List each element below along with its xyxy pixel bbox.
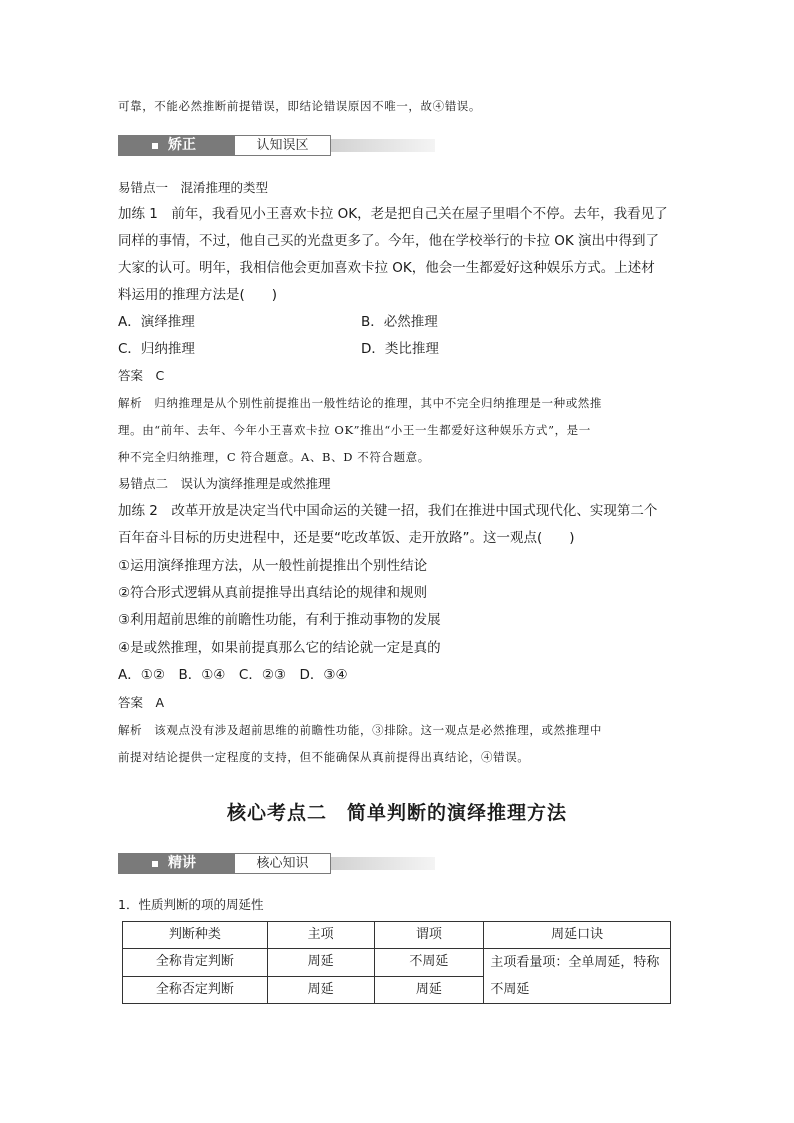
square-bullet-icon — [152, 861, 158, 867]
answer-1: 答案 C — [118, 368, 165, 383]
banner-tag: 精讲 — [118, 853, 234, 874]
table-header-cell: 判断种类 — [123, 922, 268, 949]
option-c: C．归纳推理 — [118, 341, 195, 357]
analysis-2-line-2: 前提对结论提供一定程度的支持，但不能确保从真前提得出真结论，④错误。 — [118, 750, 530, 764]
exercise-1-line-1: 加练 1 前年，我看见小王喜欢卡拉 OK，老是把自己关在屋子里唱个不停。去年，我看见了 — [118, 206, 668, 222]
error-point-2-title: 易错点二 误认为演绎推理是或然推理 — [118, 476, 331, 491]
table-cell: 全称否定判断 — [123, 976, 268, 1004]
mnemonic-cell: 主项看量项：全单周延，特称不周延 — [484, 949, 671, 1004]
exercise-2-line-2: 百年奋斗目标的历史进程中，还是要“吃改革饭、走开放路”。这一观点( ) — [118, 530, 575, 546]
statement-1: ①运用演绎推理方法，从一般性前提推出个别性结论 — [118, 558, 428, 574]
banner-fade-bar — [331, 139, 435, 152]
exercise-1-line-4: 料运用的推理方法是( ) — [118, 287, 278, 303]
continuation-text: 可靠，不能必然推断前提错误，即结论错误原因不唯一，故④错误。 — [118, 99, 481, 113]
table-header-row — [123, 922, 671, 949]
exercise-1-line-2: 同样的事情，不过，他自己买的光盘更多了。今年，他在学校举行的卡拉 OK 演出中得到了 — [118, 233, 660, 249]
exercise-1-line-3: 大家的认可。明年，我相信他会更加喜欢卡拉 OK，他会一生都爱好这种娱乐方式。上述材 — [118, 260, 655, 276]
table-cell: 不周延 — [374, 949, 484, 977]
option-a: A．演绎推理 — [118, 314, 195, 330]
table-cell: 周延 — [374, 976, 484, 1004]
table-header-cell: 周延口诀 — [484, 922, 671, 949]
table-header-cell: 谓项 — [374, 922, 484, 949]
section-heading: 核心考点二 简单判断的演绎推理方法 — [226, 802, 567, 824]
analysis-1-line-3: 种不完全归纳推理，C 符合题意。A、B、D 不符合题意。 — [118, 450, 430, 464]
statement-3: ③利用超前思维的前瞻性功能，有利于推动事物的发展 — [118, 612, 441, 628]
exercise-2-line-1: 加练 2 改革开放是决定当代中国命运的关键一招，我们在推进中国式现代化、实现第二个 — [118, 503, 658, 519]
analysis-1-line-1: 解析 归纳推理是从个别性前提推出一般性结论的推理，其中不完全归纳推理是一种或然推 — [118, 396, 602, 410]
options-line-2: A．①② B．①④ C．②③ D．③④ — [118, 667, 348, 683]
table-row — [123, 949, 671, 977]
table-header-cell: 主项 — [267, 922, 374, 949]
analysis-2-line-1: 解析 该观点没有涉及超前思维的前瞻性功能，③排除。这一观点是必然推理，或然推理中 — [118, 723, 602, 737]
square-bullet-icon — [152, 143, 158, 149]
error-point-1-title: 易错点一 混淆推理的类型 — [118, 180, 269, 195]
table-title: 1．性质判断的项的周延性 — [118, 897, 264, 912]
statement-4: ④是或然推理，如果前提真那么它的结论就一定是真的 — [118, 640, 441, 656]
banner-subtitle: 认知误区 — [234, 135, 331, 156]
table-cell: 全称肯定判断 — [123, 949, 268, 977]
option-d: D．类比推理 — [361, 341, 439, 357]
distribution-table — [122, 921, 671, 1004]
statement-2: ②符合形式逻辑从真前提推导出真结论的规律和规则 — [118, 585, 428, 601]
analysis-1-line-2: 理。由“前年、去年、今年小王喜欢卡拉 OK”推出“小王一生都爱好这种娱乐方式”，是一 — [118, 423, 591, 437]
table-cell: 周延 — [267, 976, 374, 1004]
answer-2: 答案 A — [118, 695, 165, 710]
banner-fade-bar — [331, 857, 435, 870]
table-cell: 周延 — [267, 949, 374, 977]
banner-tag: 矫正 — [118, 135, 234, 156]
banner-subtitle: 核心知识 — [234, 853, 331, 874]
option-b: B．必然推理 — [361, 314, 438, 330]
